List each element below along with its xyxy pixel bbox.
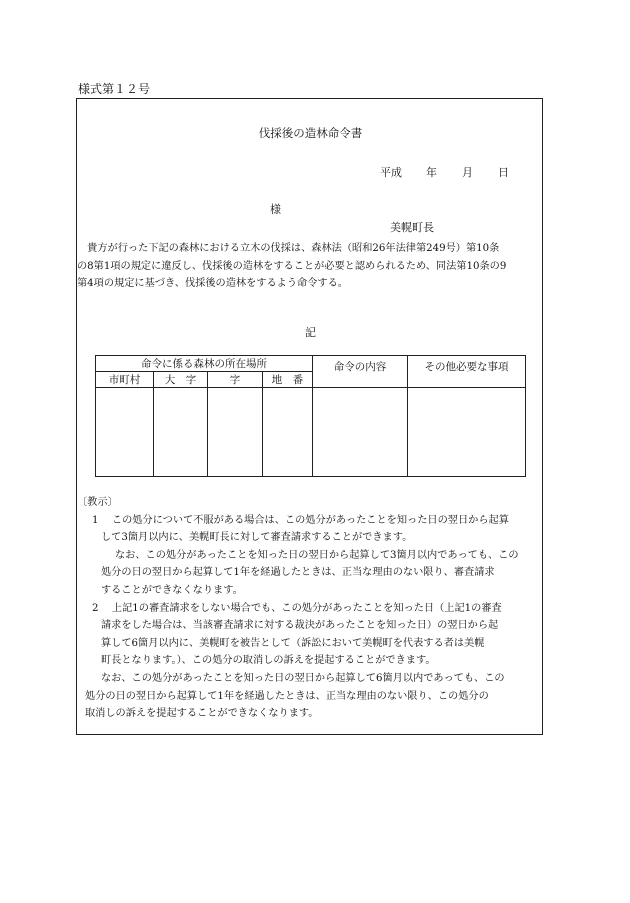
date-year-label: 年 [426, 166, 437, 179]
notes-line: 町長となります。）、この処分の取消しの訴えを提起することができます。 [101, 655, 436, 667]
notes-line: なお、この処分があったことを知った日の翌日から起算して3箇月以内であっても、この [115, 549, 519, 561]
date-month-label: 月 [462, 166, 473, 179]
notes-line: なお、この処分があったことを知った日の翌日から起算して6箇月以内であっても、この [101, 672, 505, 684]
issuer: 美幌町長 [390, 221, 434, 234]
notes-line: 1 この処分について不服がある場合は、この処分があったことを知った日の翌日から起算 [92, 514, 509, 526]
document-title: 伐採後の造林命令書 [258, 126, 363, 140]
body-line: 第4項の規定に基づき、伐採後の造林をするよう命令する。 [77, 278, 348, 289]
aza-header: 字 [208, 372, 263, 388]
other-matters-header: その他必要な事項 [408, 356, 526, 388]
notes-line: することができなくなります。 [101, 584, 243, 596]
forest-location-table [95, 355, 526, 477]
notes-line: 処分の日の翌日から起算して1年を経過したときは、正当な理由のない限り、審査請求 [101, 567, 495, 579]
municipality-header: 市町村 [96, 372, 154, 388]
lot-number-header: 地 番 [263, 372, 313, 388]
date-era: 平成 [380, 166, 402, 179]
location-header: 命令に係る森林の所在場所 [96, 356, 313, 372]
form-number: 様式第１２号 [78, 82, 151, 96]
notes-line: 処分の日の翌日から起算して1年を経過したときは、正当な理由のない限り、この処分の [85, 690, 489, 702]
oaza-header: 大 字 [154, 372, 208, 388]
date-day-label: 日 [498, 166, 509, 179]
lot-number-cell[interactable] [263, 388, 313, 477]
order-body [77, 240, 536, 293]
order-content-cell[interactable] [313, 388, 408, 477]
order-content-header: 命令の内容 [313, 356, 408, 388]
notes-line: 請求をした場合は、当該審査請求に対する裁決があったことを知った日）の翌日から起 [101, 620, 499, 632]
notes-line: 2 上記1の審査請求をしない場合でも、この処分があったことを知った日（上記1の審査 [92, 602, 502, 614]
notes-line: して3箇月以内に、美幌町長に対して審査請求することができます。 [101, 532, 413, 544]
instruction-notes [77, 494, 543, 723]
body-line: 貴方が行った下記の森林における立木の伐採は、森林法（昭和26年法律第249号）第10条 [77, 243, 500, 254]
notes-line: 取消しの訴えを提起することができなくなります。 [85, 708, 319, 720]
addressee-suffix: 様 [270, 203, 281, 216]
notes-heading: 〔教示〕 [77, 497, 118, 508]
other-matters-cell[interactable] [408, 388, 526, 477]
oaza-cell[interactable] [154, 388, 208, 477]
body-line: の8第1項の規定に違反し、伐採後の造林をすることが必要と認められるため、同法第10条の9 [77, 260, 507, 272]
municipality-cell[interactable] [96, 388, 154, 477]
aza-cell[interactable] [208, 388, 263, 477]
ki-heading: 記 [305, 326, 316, 339]
notes-line: 算して6箇月以内に、美幌町を被告として（訴訟において美幌町を代表する者は美幌 [101, 637, 485, 649]
document-frame [76, 98, 543, 735]
